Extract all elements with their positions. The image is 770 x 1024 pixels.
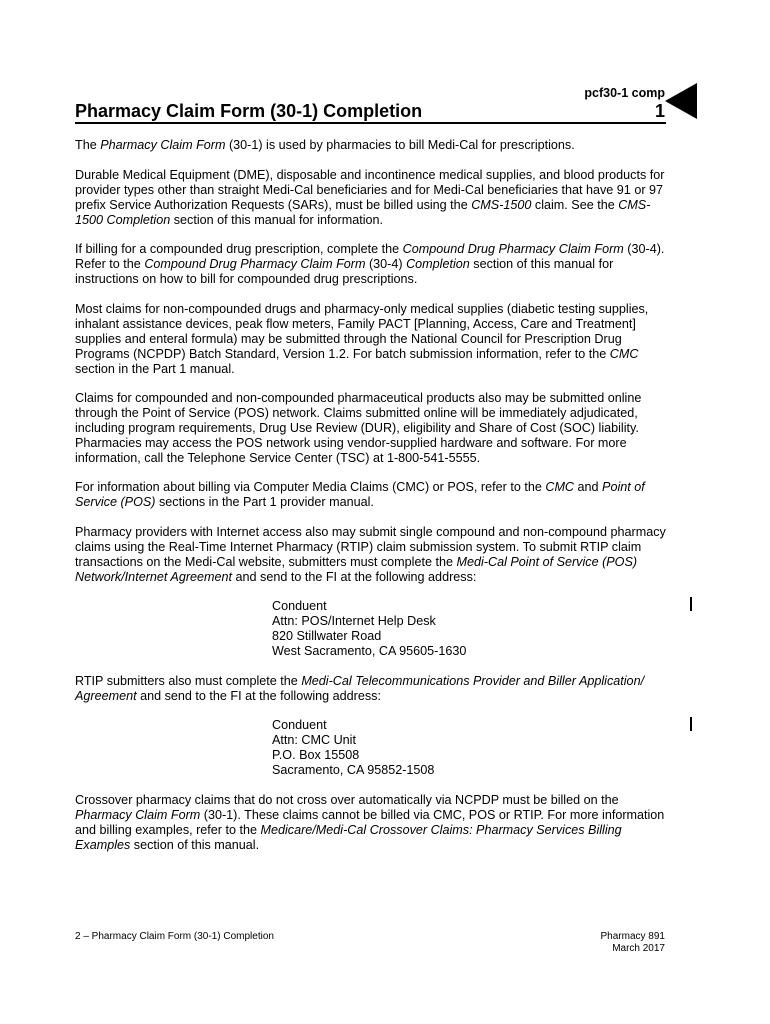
italic-text-run: Pharmacy Claim Form	[75, 808, 201, 822]
address-block-cmc-unit	[272, 718, 572, 778]
paragraph-intro	[75, 138, 667, 153]
address-line: Conduent	[272, 599, 327, 613]
text-run: and send to the FI at the following address:	[232, 570, 477, 584]
address-line: West Sacramento, CA 95605-1630	[272, 644, 467, 658]
paragraph-rtip-submitters	[75, 674, 667, 704]
italic-text-run: CMS-1500 Completion	[75, 198, 651, 227]
page-tab-marker-icon	[665, 83, 697, 119]
text-run: Most claims for non-compounded drugs and pharmacy-only medical supplies (diabetic testing supplies, inhalant assistance devices, peak flow meters, Family PACT [Planning, Access, Care and Treatment] supplies and enteral formula) may be submitted through the National Council for Prescription Drug Programs (NCPDP) Batch Standard, Version 1.2. For batch submission information, refer to the	[75, 302, 649, 361]
paragraph-dme	[75, 168, 667, 228]
text-run: RTIP submitters also must complete the	[75, 674, 302, 688]
address-line: Sacramento, CA 95852-1508	[272, 763, 435, 777]
text-run: (30-4)	[365, 257, 407, 271]
text-run: sections in the Part 1 provider manual.	[155, 495, 374, 509]
text-run: and send to the FI at the following address:	[136, 689, 381, 703]
text-run: (30-1) is used by pharmacies to bill Medi-Cal for prescriptions.	[225, 138, 575, 152]
paragraph-crossover	[75, 793, 667, 853]
italic-text-run: Pharmacy Claim Form	[100, 138, 226, 152]
text-run: (30-4). Refer to the	[75, 242, 665, 271]
italic-text-run: Compound Drug Pharmacy Claim Form	[402, 242, 624, 256]
paragraph-cmc-pos-info	[75, 480, 667, 510]
footer-section-title: 2 – Pharmacy Claim Form (30-1) Completion	[75, 931, 274, 942]
italic-text-run: Medicare/Medi-Cal Crossover Claims: Pharmacy Services Billing Examples	[75, 823, 622, 852]
revision-change-bar	[690, 717, 692, 731]
text-run: The	[75, 138, 101, 152]
text-run: Crossover pharmacy claims that do not cross over automatically via NCPDP must be billed on the	[75, 793, 619, 807]
italic-text-run: Medi-Cal Point of Service (POS) Network/Internet Agreement	[75, 555, 638, 584]
text-run: section of this manual.	[130, 838, 260, 852]
footer-manual-info	[601, 931, 665, 955]
text-run: section in the Part 1 manual.	[75, 362, 235, 376]
italic-text-run: Compound Drug Pharmacy Claim Form	[144, 257, 366, 271]
italic-text-run: Medi-Cal Telecommunications Provider and Biller Application/ Agreement	[75, 674, 645, 703]
text-run: Pharmacy providers with Internet access also may submit single compound and non-compound pharmacy claims using the Real-Time Internet Pharmacy (RTIP) claim submission system. To submit RTIP claim transactions on the Medi-Cal website, submitters must complete the	[75, 525, 666, 569]
paragraph-compound-drug	[75, 242, 667, 287]
text-run: and	[574, 480, 603, 494]
text-run: Claims for compounded and non-compounded pharmaceutical products also may be submitted online through the Point of Service (POS) network. Claims submitted online will be immediately adjudicated, including program requirements, Drug Use Review (DUR), eligibility and Share of Cost (SOC) liability. Pharmacies may access the POS network using vendor-supplied hardware and software. For more information, call the Telephone Service Center (TSC) at 1-800-541-5555.	[75, 391, 642, 465]
address-line: Attn: POS/Internet Help Desk	[272, 614, 436, 628]
paragraph-rtip	[75, 525, 667, 585]
address-line: Conduent	[272, 718, 327, 732]
italic-text-run: CMC	[609, 347, 639, 361]
text-run: If billing for a compounded drug prescription, complete the	[75, 242, 403, 256]
italic-text-run: Point of Service (POS)	[75, 480, 645, 509]
text-run: Durable Medical Equipment (DME), disposable and incontinence medical supplies, and blood products for provider types other than straight Medi-Cal beneficiaries and for Medi-Cal beneficiaries that have 91 or 97 prefix Service Authorization Requests (SARs), must be billed using the	[75, 168, 665, 212]
italic-text-run: CMS-1500	[471, 198, 532, 212]
text-run: section of this manual for information.	[170, 213, 384, 227]
address-block-pos-help-desk	[272, 599, 572, 659]
text-run: (30-1). These claims cannot be billed via CMC, POS or RTIP. For more information and billing examples, refer to the	[75, 808, 665, 837]
italic-text-run: CMC	[545, 480, 575, 494]
italic-text-run: Completion	[406, 257, 470, 271]
paragraph-ncpdp-batch	[75, 302, 667, 377]
section-number: 1	[654, 101, 665, 121]
paragraph-pos-network	[75, 391, 667, 466]
address-line: Attn: CMC Unit	[272, 733, 356, 747]
page-title: Pharmacy Claim Form (30-1) Completion	[75, 101, 423, 121]
text-run: claim. See the	[531, 198, 619, 212]
text-run: section of this manual for instructions on how to bill for compounded drug prescriptions.	[75, 257, 614, 286]
footer-manual-name: Pharmacy 891	[600, 931, 665, 942]
footer-date: March 2017	[612, 943, 665, 954]
address-line: 820 Stillwater Road	[272, 629, 382, 643]
document-code: pcf30-1 comp	[584, 86, 665, 100]
title-rule	[75, 122, 666, 124]
address-line: P.O. Box 15508	[272, 748, 360, 762]
text-run: For information about billing via Computer Media Claims (CMC) or POS, refer to the	[75, 480, 546, 494]
revision-change-bar	[690, 597, 692, 611]
